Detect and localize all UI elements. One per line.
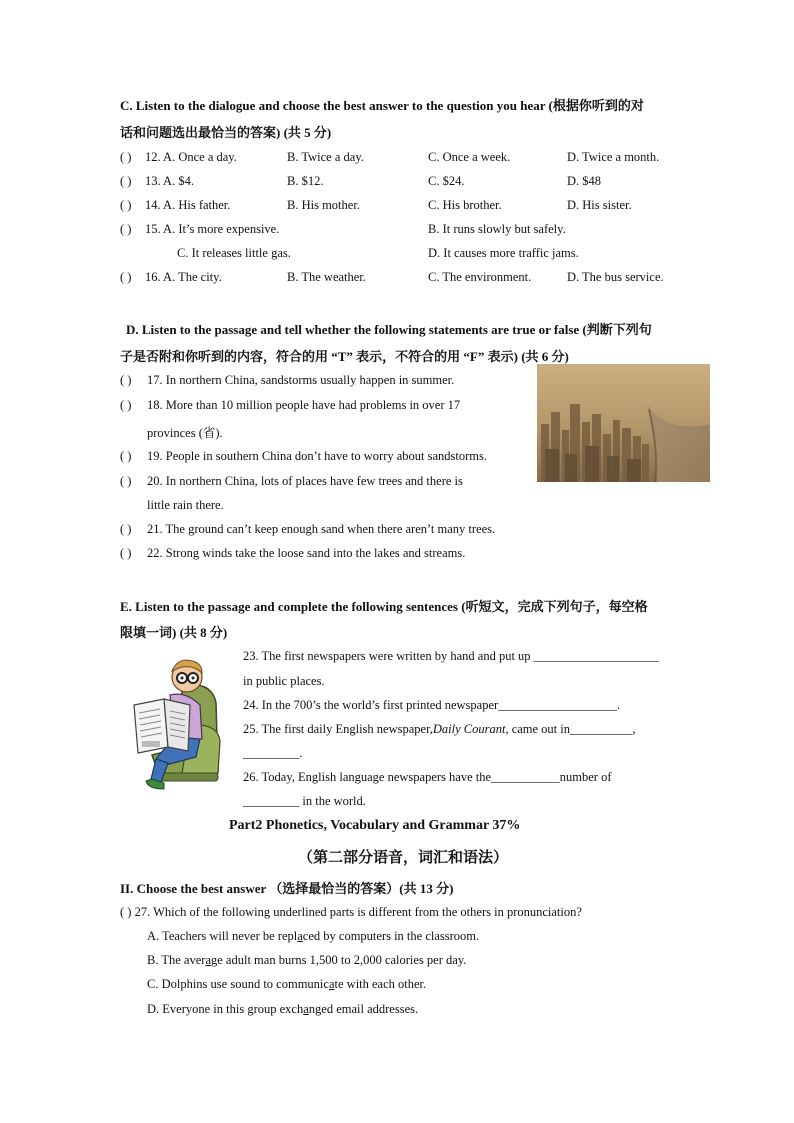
sentence-25 — [243, 722, 636, 737]
sentence-25-start: 25. The first daily English newspaper, — [243, 722, 433, 736]
option-a: 12. A. Once a day. — [145, 150, 237, 164]
question-27: ( ) 27. Which of the following underlined parts is different from the others in pronunciation? — [120, 905, 582, 919]
answer-paren: ( ) — [120, 222, 132, 236]
statement-21: 21. The ground can’t keep enough sand when there aren’t many trees. — [147, 522, 496, 536]
option-c: C. $24. — [428, 174, 465, 188]
option-a — [147, 929, 479, 944]
option-c: C. Once a week. — [428, 150, 511, 164]
section-c-title-line1: C. Listen to the dialogue and choose the best answer to the question you hear (根据你听到的对 — [120, 98, 644, 113]
option-b: B. Twice a day. — [287, 150, 364, 164]
option-d: D. The bus service. — [567, 270, 664, 284]
option-b: B. His mother. — [287, 198, 360, 212]
option-b: B. It runs slowly but safely. — [428, 222, 566, 236]
underlined-letter: a — [328, 977, 335, 991]
option-a: 13. A. $4. — [145, 174, 194, 188]
part2-subtitle: （第二部分语音，词汇和语法） — [298, 850, 509, 866]
sentence-25-end: , came out in__________, — [505, 722, 636, 736]
sandstorm-city-photo — [537, 364, 710, 482]
sentence-26: 26. Today, English language newspapers have the___________number of — [243, 770, 612, 784]
option-d — [147, 1002, 418, 1017]
answer-paren: ( ) — [120, 474, 132, 488]
option-d: D. It causes more traffic jams. — [428, 246, 579, 260]
part2-title: Part2 Phonetics, Vocabulary and Grammar 37% — [229, 818, 521, 833]
section-e-title-line1: E. Listen to the passage and complete the following sentences (听短文，完成下列句子，每空格 — [120, 599, 648, 614]
option-c: C. The environment. — [428, 270, 532, 284]
answer-paren: ( ) — [120, 398, 132, 412]
statement-19: 19. People in southern China don’t have to worry about sandstorms. — [147, 449, 488, 463]
man-reading-newspaper-illustration — [130, 655, 225, 795]
answer-paren: ( ) — [120, 522, 132, 536]
option-text: C. Dolphins use sound to communic — [147, 977, 329, 991]
statement-22: 22. Strong winds take the loose sand into the lakes and streams. — [147, 546, 466, 560]
underlined-letter: a — [205, 953, 211, 967]
sentence-24: 24. In the 700’s the world’s first printed newspaper___________________. — [243, 698, 621, 712]
section-ii-title: II. Choose the best answer （选择最恰当的答案）(共 13 分) — [120, 881, 454, 896]
statement-17: 17. In northern China, sandstorms usually happen in summer. — [147, 373, 455, 387]
section-c-title-line2: 话和问题选出最恰当的答案) (共 5 分) — [120, 125, 332, 140]
option-text: nged email addresses. — [308, 1002, 419, 1016]
answer-paren: ( ) — [120, 546, 132, 560]
section-e-title-line2: 限填一词) (共 8 分) — [120, 625, 228, 640]
newspaper-name: Daily Courant — [432, 722, 506, 736]
option-a: 16. A. The city. — [145, 270, 222, 284]
answer-paren: ( ) — [120, 373, 132, 387]
section-d-title-line2: 子是否附和你听到的内容，符合的用 “T” 表示，不符合的用 “F” 表示) (共 6 分) — [120, 349, 569, 364]
option-text: A. Teachers will never be repl — [147, 929, 298, 943]
option-d: D. His sister. — [567, 198, 632, 212]
option-text: te with each other. — [334, 977, 427, 991]
answer-paren: ( ) — [120, 449, 132, 463]
statement-20: 20. In northern China, lots of places have few trees and there is — [147, 474, 463, 488]
statement-18: 18. More than 10 million people have had problems in over 17 — [147, 398, 461, 412]
sentence-23: 23. The first newspapers were written by hand and put up ____________________ — [243, 649, 659, 663]
option-text: D. Everyone in this group exch — [147, 1002, 304, 1016]
underlined-letter: a — [297, 929, 303, 943]
option-a: 15. A. It’s more expensive. — [145, 222, 280, 236]
answer-paren: ( ) — [120, 198, 132, 212]
option-d: D. $48 — [567, 174, 602, 188]
sentence-25-cont: _________. — [243, 746, 303, 760]
statement-18-cont: provinces (省). — [147, 426, 223, 440]
sentence-26-cont: _________ in the world. — [243, 794, 366, 808]
option-c: C. His brother. — [428, 198, 502, 212]
answer-paren: ( ) — [120, 270, 132, 284]
answer-paren: ( ) — [120, 150, 132, 164]
option-b — [147, 953, 466, 968]
statement-20-cont: little rain there. — [147, 498, 224, 512]
section-d-title-line1: D. Listen to the passage and tell whether the following statements are true or false (判断下列句 — [126, 322, 652, 337]
option-a: 14. A. His father. — [145, 198, 231, 212]
option-text: ge adult man burns 1,500 to 2,000 calories per day. — [211, 953, 467, 967]
option-text: B. The aver — [147, 953, 206, 967]
option-text: ced by computers in the classroom. — [302, 929, 480, 943]
option-b: B. The weather. — [287, 270, 366, 284]
sentence-23-cont: in public places. — [243, 674, 325, 688]
option-c: C. It releases little gas. — [177, 246, 291, 260]
underlined-letter: a — [303, 1002, 309, 1016]
option-b: B. $12. — [287, 174, 324, 188]
option-c — [147, 977, 426, 992]
option-d: D. Twice a month. — [567, 150, 660, 164]
answer-paren: ( ) — [120, 174, 132, 188]
